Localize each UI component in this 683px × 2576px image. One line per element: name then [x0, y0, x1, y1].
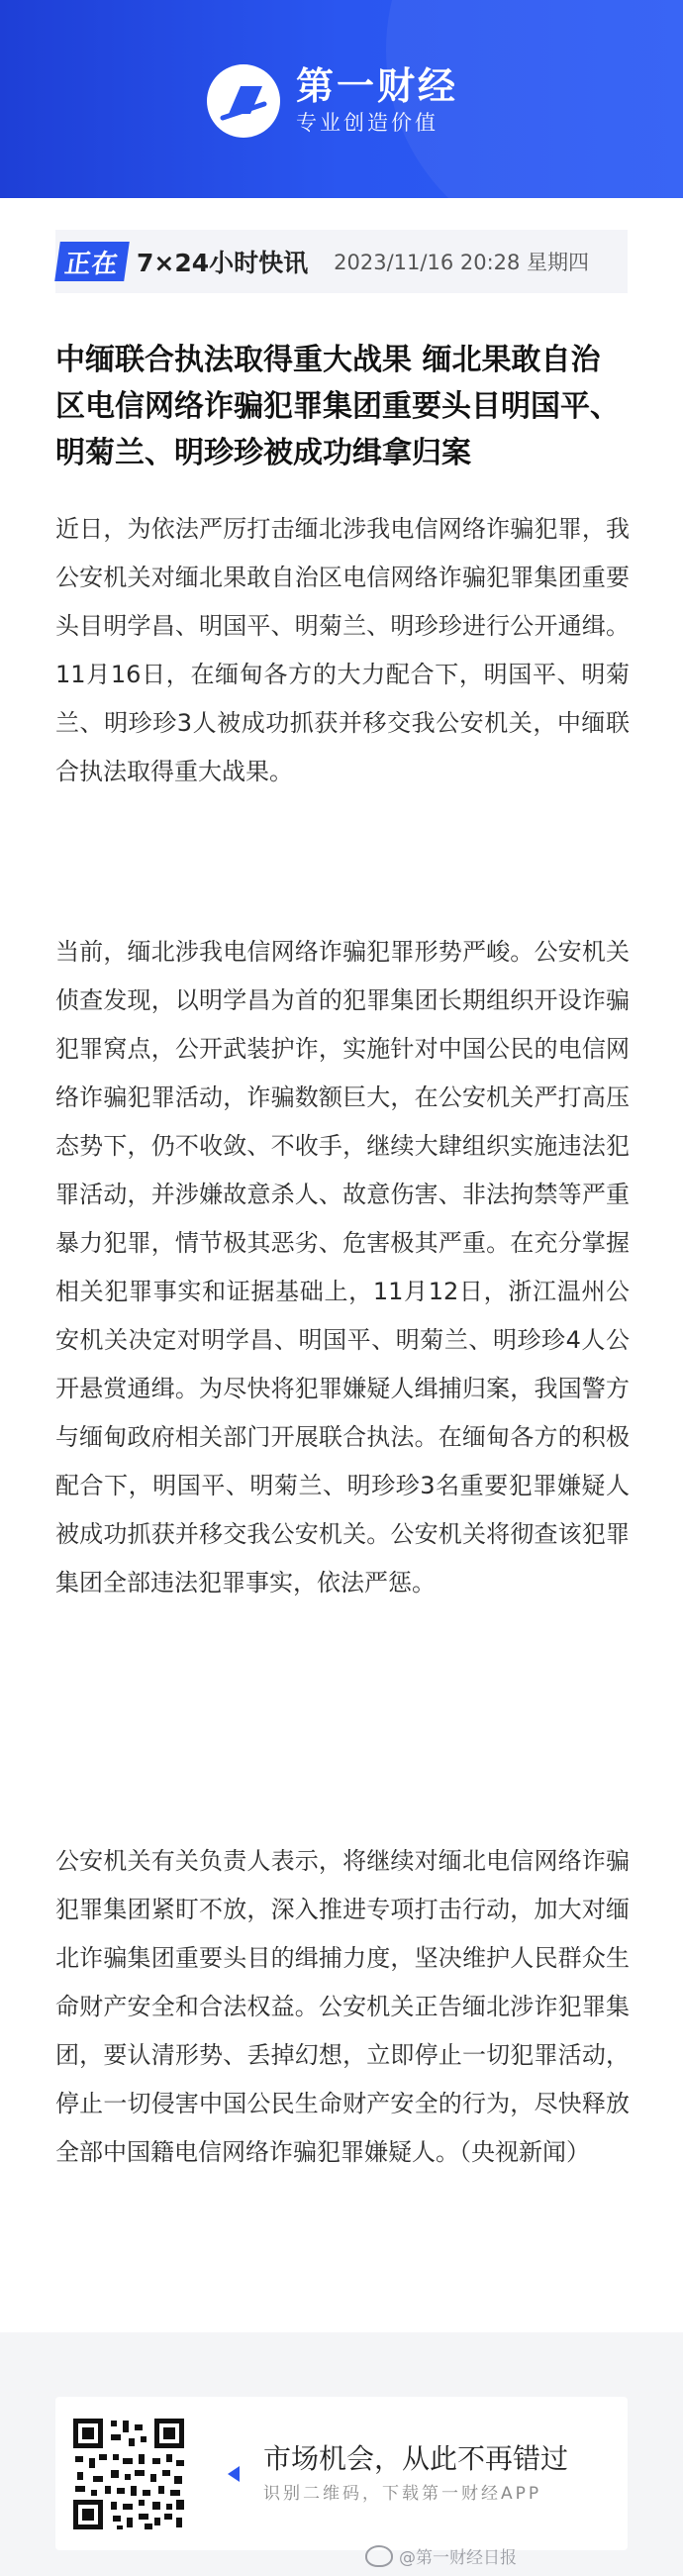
flash-datetime: 2023/11/16 20:28 星期四 — [334, 251, 590, 274]
article-paragraph: 当前，缅北涉我电信网络诈骗犯罪形势严峻。公安机关侦查发现，以明学昌为首的犯罪集团长期组织开设诈骗犯罪窝点，公开武装护诈，实施针对中国公民的电信网络诈骗犯罪活动，诈骗数额巨大，在公安机关严打高压态势下，仍不收敛、不收手，继续大肆组织实施违法犯罪活动，并涉嫌故意杀人、故意伤害、非法拘禁等严重暴力犯罪，情节极其恶劣、危害极其严重。在充分掌握相关犯罪事实和证据基础上，11月12日，浙江温州公安机关决定对明学昌、明国平、明菊兰、明珍珍4人公开悬赏通缉。为尽快将犯罪嫌疑人缉捕归案，我国警方与缅甸政府相关部门开展联合执法。在缅甸各方的积极配合下，明国平、明菊兰、明珍珍3名重要犯罪嫌疑人被成功抓获并移交我公安机关。公安机关将彻查该犯罪集团全部违法犯罪事实，依法严惩。 — [55, 938, 630, 1597]
play-left-icon — [228, 2466, 240, 2482]
article-paragraph: 近日，为依法严厉打击缅北涉我电信网络诈骗犯罪，我公安机关对缅北果敢自治区电信网络诈骗犯罪集团重要头目明学昌、明国平、明菊兰、明珍珍进行公开通缉。11月16日，在缅甸各方的大力配合下，明国平、明菊兰、明珍珍3人被成功抓获并移交我公安机关，中缅联合执法取得重大战果。 — [55, 515, 630, 785]
brand-logo — [207, 61, 458, 141]
footer-cta: 市场机会，从此不再错过 — [263, 2441, 569, 2475]
now-badge: 正在 — [54, 242, 130, 281]
article-headline: 中缅联合执法取得重大战果 缅北果敢自治区电信网络诈骗犯罪集团重要头目明国平、明菊兰、明珍珍被成功缉拿归案 — [55, 343, 620, 470]
article-paragraph: 公安机关有关负责人表示，将继续对缅北电信网络诈骗犯罪集团紧盯不放，深入推进专项打击行动，加大对缅北诈骗集团重要头目的缉捕力度，坚决维护人民群众生命财产安全和合法权益。公安机关正告缅北涉诈犯罪集团，要认清形势、丢掉幻想，立即停止一切犯罪活动，停止一切侵害中国公民生命财产安全的行为，尽快释放全部中国籍电信网络诈骗犯罪嫌疑人。（央视新闻） — [55, 1847, 630, 2166]
footer-subtitle: 识别二维码，下载第一财经APP — [263, 2483, 542, 2504]
qr-code[interactable] — [69, 2415, 188, 2533]
weibo-icon — [365, 2545, 393, 2567]
flash-title: 7×24小时快讯 — [137, 249, 309, 277]
brand-slogan: 专业创造价值 — [296, 111, 439, 135]
news-flash-bar — [55, 230, 628, 293]
watermark-text: @第一财经日报 — [399, 2548, 517, 2568]
app-download-card[interactable] — [55, 2397, 628, 2550]
watermark — [365, 2543, 517, 2568]
brand-name: 第一财经 — [296, 64, 459, 108]
logo-mark-icon — [207, 64, 280, 138]
header-banner — [0, 0, 683, 198]
